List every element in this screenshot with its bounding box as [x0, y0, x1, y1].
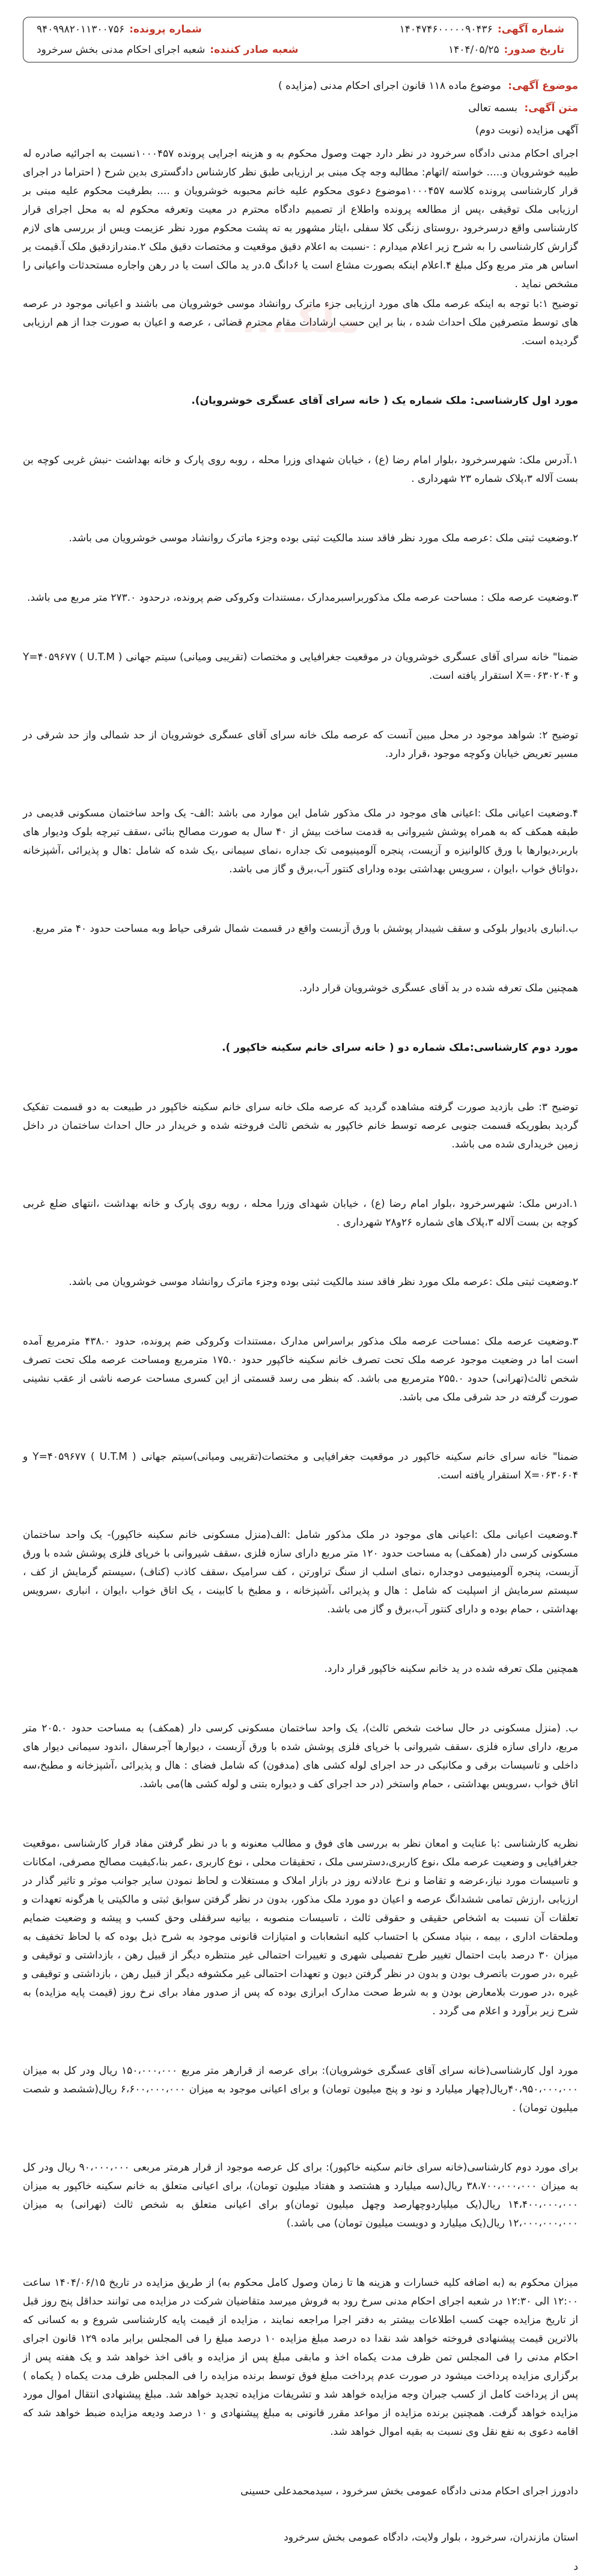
property-2-possession-text: همچنین ملک تعرفه شده در ید خانم سکینه خاکپور قرار دارد.	[324, 1663, 578, 1675]
property-1-coordinates	[23, 648, 578, 685]
signature-text: دادورز اجرای احکام مدنی دادگاه عمومی بخش سرخرود ، سیدمحمدعلی حسینی	[240, 2485, 578, 2497]
valuation-first	[23, 2062, 578, 2118]
issue-date	[448, 44, 564, 56]
issue-date-value: ۱۴۰۴/۰۵/۲۵	[448, 44, 499, 56]
property-2-address-text: ۱.ادرس ملک: شهرسرخرود ،بلوار امام رضا (ع) ، خیابان شهدای وزرا محله ، روبه روی پارک و خانه بهداشت ،انتهای ضلع غربی کوچه بن بست آلاله ۳،پلاک های شماره ۲۶و۲۸ شهرداری .	[23, 1198, 578, 1229]
property-1-barn	[23, 920, 578, 938]
property-1-heading-text: مورد اول کارشناسی: ملک شماره یک ( خانه سرای آقای عسگری خوشرویان).	[191, 395, 578, 407]
header-row-bottom	[37, 44, 564, 56]
valuation-first-text: مورد اول کارشناسی(خانه سرای آقای عسگری خوشرویان): برای عرصه از قرارهر متر مربع ۱۵۰،۰۰۰،۰۰۰ ریال ودر کل به میزان ۴۰،۹۵۰،۰۰۰،۰۰۰ریال(چهار میلیارد و نود و پنج میلیون تومان) و برای اعیانی موجود به میزان ۶،۶۰۰،۰۰۰،۰۰۰ ریال(ششصد و شصت میلیون تومان) .	[23, 2065, 579, 2114]
clarification-1	[23, 295, 578, 351]
intro-paragraph	[23, 145, 578, 294]
property-2-area	[23, 1332, 578, 1407]
notice-title-text: آگهی مزایده (نوبت دوم)	[475, 124, 578, 136]
property-1-building-text: ۴.وضعیت اعیانی ملک :اعیانی های موجود در ملک مذکور شامل این موارد می باشد :الف- یک واحد ساختمان مسکونی قدیمی در طبقه همکف که به همراه پوشش شیروانی به قدمت ساخت بیش از ۴۰ سال به صورت مصالح بنائی ،سقف تیرچه بلوک ودیوار های باربر،دیوارها با ورق کالوانیزه و آزیست، پنجره آلومینیومی تک جداره ،نمای سیمانی ،یک شده که شامل :هال و پذیرائی ،آشپزخانه ،دواتاق خواب ،ایوان ، سرویس بهداشتی بوده ودارای کنتور آب،برق و گاز می باشد.	[23, 807, 578, 875]
property-1-heading	[23, 392, 578, 410]
case-number	[37, 23, 202, 35]
court-address-text: استان مازندران، سرخرود ، بلوار ولایت، دادگاه عمومی بخش سرخرود	[284, 2532, 578, 2544]
clarification-2-text: توضیح ۲: شواهد موجود در محل مبین آنست که عرصه ملک خانه سرای آقای عسگری خوشرویان از حد شمالی واز حد شرقی در مسیر تعریض خیابان وکوچه موجود ،قرار دارد.	[23, 729, 578, 760]
expert-opinion	[23, 1835, 578, 2021]
notice-title	[23, 121, 578, 140]
property-2-heading	[23, 1039, 578, 1057]
issuing-branch-label: شعبه صادر کننده:	[210, 44, 299, 56]
property-2-heading-text: مورد دوم کارشناسی:ملک شماره دو ( خانه سرای خانم سکینه خاکپور ).	[222, 1042, 578, 1054]
header-row-top	[37, 23, 564, 35]
issuing-branch-value: شعبه اجرای احکام مدنی بخش سرخرود	[37, 44, 206, 56]
valuation-second	[23, 2158, 578, 2233]
clarification-1-text: توضیح ۱:با توجه به اینکه عرصه ملک های مورد ارزیابی جزء ماترک روانشاد موسی خوشرویان می باشند و اعیانی موجود در عرصه های توسط متصرفین ملک احداث شده ، بنا بر این حسب ارشادات مقام محترم قضائی ، عرصه و اعیان به صورت جدا از هم ارزیابی گردیده است.	[23, 298, 578, 347]
property-1-possession-text: همچنین ملک تعرفه شده در بد آقای عسگری خوشرویان قرار دارد.	[299, 982, 578, 994]
expert-opinion-text: نظریه کارشناسی :با عنایت و امعان نظر به بررسی های فوق و مطالب معنونه و با در نظر گرفتن مفاد قرار کارشناسی ،موقعیت جغرافیایی و وضعیت عرصه ملک ،نوع کاربری،دسترسی ملک ، تحقیقات محلی ، نوع کاربری ،عمر بنا،کیفیت مصالح مصرفی، امکانات و تاسیسات مورد نیاز،عرضه و تقاضا و نرخ عادلانه روز در بازار املاک و مستغلات و لحاظ نمودن سایر جوانب موثر و تاثیر گذار در ارزیابی ،ارزش تمامی ششدانگ عرصه و اعیان دو مورد ملک مذکور، بدون در نظر گرفتن سوابق ثبتی و مالکیتی یا هرگونه تعهدات و تعلقات آن نسبت به اشخاص حقیقی و حقوقی ثالث ، تاسیسات منصوبه ، بیانیه سرقفلی وحق کسب و پیشه و وضعیت ضمایم وملحقات اداری ، بیمه ، بنیاد مسکن با احتساب کلیه انشعابات و امتیازات قانونی موجود به شرح ذیل بوده که با لحاظ تخفیف به میزان ۳۰ درصد بابت احتمال تغییر طرح تفصیلی شهری و تغییرات احتمالی غیر منتظره دیگر از قبیل رهن ، بازداشتی و توقیفی و غیره ،در صورت باتصرف بودن و بدون در نظر گرفتن دیون و تعهدات احتمالی غیر مکشوفه دیگر از قبیل رهن ، بازداشتی و توقیفی و غیره ،در صورت بلامعارض بودن و به شرط صحت مدارک ابرازی بوده که پس از صدور مفاد برای نرخ روز (قیمت پایه مزایده) به شرح زیر برآورد و اعلام می گردد .	[23, 1838, 578, 2017]
issue-date-label: تاریخ صدور:	[504, 44, 564, 56]
notice-page	[0, 17, 601, 2573]
clarification-2	[23, 726, 578, 764]
property-1-possession	[23, 979, 578, 998]
property-2-area-text: ۳.وضعیت عرصه ملک :مساحت عرصه ملک مذکور براسراس مدارک ،مستندات وکروکی ضم پرونده، حدود ۴۳۸.۰ مترمربع آمده است اما در وضعیت موجود عرصه ملک تحت تصرف خانم سکینه خاکپور حدود ۱۷۵.۰ مترمربع ومساحت عرصه ملک تحت تصرف شخص ثالث(تهرانی) حدود ۲۵۵.۰ مترمربع می باشد. که بنظر می رسد قسمتی از این کسری مساحت عرصه ناشی از عقب نشینی صورت گرفته در حد شرقی ملک می باشد.	[23, 1335, 579, 1403]
auction-terms-text: میزان محکوم به (به اضافه کلیه خسارات و هزینه ها تا زمان وصول کامل محکوم به) از طریق مزایده در تاریخ ۱۴۰۴/۰۶/۱۵ ساعت ۱۲:۰۰ الی ۱۲:۳۰ در شعبه اجرای احکام مدنی سرخ رود به فروش میرسد متقاضیان شرکت در مزایده می توانند حداقل پنج روز قبل از تاریخ مزایده جهت کسب اطلاعات بیشتر به دفتر اجرا مراجعه نمایند ، مزایده از قیمت پایه کارشناسی شروع و به کسانی که بالاترین قیمت پیشنهادی فروخته خواهد شد نقدا ده درصد مبلغ مزایده ۱۰ درصد مبلغ را فی المجلس برابر ماده ۱۲۹ قانون اجرای احکام مدنی را فی المجلس تمن ظرف مدت یکماه اخذ و مابقی مبلغ پس از مزایده و باقی اخذ خواهد شد و یک هفته پس از برگزاری مزایده پرداخت میشود در صورت عدم پرداخت مبلغ فوق توسط برنده مزایده را فی المجلس ظرف مدت یکماه ( یکماه ) پس از پرداخت کامل از کسب جبران وجه مزایده خواهد شد و تشریفات مزایده تجدید خواهد شد. مبلغ پیشنهادی انتقال اموال مورد مزایده خواهد گرفت. همچنین برنده مزایده از مواعد مقرر قانونی به مبلغ پیشنهادی و ۱۰ درصد ودیعه مزایده ضبط خواهد شد که اقامه دعوی به نفع نقل وی نسبت به بقیه اموال خواهد شد.	[23, 2277, 579, 2438]
notice-header	[23, 17, 578, 62]
notice-number	[400, 23, 564, 35]
property-2-coordinates-text: ضمنا" خانه سرای خانم سکینه خاکپور در موقعیت جغرافیایی و مختصات(تقریبی ومیانی)سیتم جهانی ( U.T.M ) Y=۴۰۵۹۶۷۷ و X=۰۶۳۰۶۰۴ استقرار یافته است.	[23, 1451, 578, 1481]
notice-topic	[23, 77, 578, 96]
property-2-building-text: ۴.وضعیت اعیانی ملک :اعیانی های موجود در ملک مذکور شامل :الف(منزل مسکونی خانم سکینه خاکپور)- یک واحد ساختمان مسکونی کرسی دار (همکف) به مساحت حدود ۱۲۰ متر مربع دارای سازه فلزی ،سقف شیروانی با خرپای فلزی پوشش شده با ورق آزبست، پنجره آلومینیومی دوجداره ،نمای اسلب از سنگ تراورتن ، کف سرامیک ،سقف کاذب (کناف) ،سیستم گرمایش از کف ، سیستم سرمایش از اسپلیت که شامل : هال و پذیرائی ،آشپزخانه ، و مطبخ با کابینت ، یک اتاق خواب ،ایوان ، انباری ،سرویس بهداشتی ، حمام بوده و دارای کنتور آب،برق و گاز می باشد.	[23, 1529, 578, 1615]
property-1-barn-text: ب.انباری بادیوار بلوکی و سقف شیبدار پوشش با ورق آزبست واقع در قسمت شمال شرقی حیاط وبه مساحت حدود ۴۰ متر مربع.	[32, 923, 578, 935]
topic-value: موضوع ماده ۱۱۸ قانون اجرای احکام مدنی (مزایده )	[278, 80, 501, 92]
clarification-3	[23, 1098, 578, 1154]
case-number-label: شماره پرونده:	[129, 23, 202, 35]
property-2-deed	[23, 1273, 578, 1292]
court-address	[23, 2529, 578, 2547]
notice-number-value: ۱۴۰۴۷۴۶۰۰۰۰۰۹۰۴۳۶	[399, 23, 493, 35]
property-2-possession	[23, 1660, 578, 1678]
footer-mark	[23, 2558, 578, 2576]
notice-body-header	[23, 99, 578, 118]
clarification-3-text: توضیح ۳: طی بازدید صورت گرفته مشاهده گردید که عرصه ملک خانه سرای خانم سکینه خاکپور در طبیعت به دو قسمت تفکیک گردید بطوریکه قسمت جنوبی عرصه توسط خانم خاکپور به شخص ثالث فروخته شده و خریدار در حال احداث ساختمان در داخل زمین خریداری شده می باشد.	[23, 1101, 578, 1150]
body-label: متن آگهی:	[524, 102, 578, 114]
property-1-address-text: ۱.آدرس ملک: شهرسرخرود ،بلوار امام رضا (ع) ، خیابان شهدای وزرا محله ، روبه روی پارک و خانه بهداشت -نبش غربی کوچه بن بست آلاله ۳،پلاک شماره ۲۳ شهرداری .	[23, 454, 578, 485]
property-1-address	[23, 451, 578, 488]
intro-text: اجرای احکام مدنی دادگاه سرخرود در نظر دارد جهت وصول محکوم به و هزینه اجرایی پرونده ۱۰۰۰۴۵۷نسبت به اجرائیه صادره له طیبه خوشرویان و..... خواسته /اتهام: مطالبه وجه چک مبنی بر ارزیابی طبق نظر کارشناس دادگستری بدین شرح ( احتراما در اجرای قرار کارشناسی پرونده کلاسه ۱۰۰۰۴۵۷موضوع دعوی محکوم علیه خانم محبوبه خوشرویان و .... بطرفیت محکوم علیه مبنی بر ارزیابی ملک توقیفی ،پس از مطالعه پرونده واطلاع از تصمیم دادگاه محترم در معیت وتعرفه محکوم له به محل اجرای قرار کارشناسی واقع درسرخرود ،روستای زنگی کلا سفلی ،ایثار مشهور به ته پشت محکوم مورد نظر عزیمت ویس از بررسی های لازم گزارش کارشناسی را به شرح زیر اعلام میدارم : -نسبت به اعلام دقیق موقعیت و مختصات دقیق ملک ۲.مندرازدقیق ملک آ.قیمت یر اساس هر متر مربع وکل مبلغ ۴.اعلام اینکه بصورت مشاع است یا ۶دانگ ۵.در ید مالک است یا در رهن واجاره مستحدثات واعیانی را مشخص نماید .	[23, 148, 579, 290]
topic-label: موضوع آگهی:	[508, 80, 578, 92]
property-1-area	[23, 589, 578, 607]
property-1-area-text: ۳.وضعیت عرصه ملک : مساحت عرصه ملک مذکوربراسبرمدارک ،مستندات وکروکی ضم پرونده، درحدود ۲۷۳.۰ متر مربع می باشد.	[27, 592, 578, 604]
property-2-coordinates	[23, 1448, 578, 1485]
property-2-deed-text: ۲.وضعیت ثبتی ملک :عرصه ملک مورد نظر فاقد سند مالکیت ثبتی بوده وجزء ماترک روانشاد موسی خوشرویان می باشد.	[69, 1276, 578, 1288]
signature	[23, 2482, 578, 2501]
property-1-building	[23, 804, 578, 879]
watermark-text: ملکـ...	[241, 297, 360, 342]
property-2-third-party-text: ب. (منزل مسکونی در حال ساخت شخص ثالث)، یک واحد ساختمان مسکونی کرسی دار (همکف) به مساحت حدود ۲۰۵.۰ متر مربع، دارای سازه فلزی ،سقف شیروانی با خرپای فلزی پوشش شده با ورق آزبست ، دیوارها آجرسفال ،اندود سیمانی دیوار های داخلی و تاسیسات برقی و مکانیکی در حد اجرای لوله کشی های (مدفون) که شامل فضای : هال و پذیرائی ،آشپزخانه و مطبخ،سه اتاق خواب ،سرویس بهداشتی ، حمام واستخر (در حد اجرای کف و دیواره بتنی و لوله کشی ها)می باشد.	[23, 1722, 578, 1790]
auction-terms	[23, 2274, 578, 2441]
issuing-branch	[37, 44, 298, 56]
footer-mark-text: د	[573, 2561, 578, 2573]
valuation-second-text: برای مورد دوم کارشناسی(خانه سرای خانم سکینه خاکپور): برای کل عرصه موجود از قرار هرمتر مربعی ۹۰،۰۰۰،۰۰۰ ریال ودر کل به میزان ۳۸،۷۰۰،۰۰۰،۰۰۰ ریال(سه میلیارد و هشتصد و هفتاد میلیون تومان)، برای اعیانی متعلق به خانم سکینه خاکپور به میزان ۱۴،۴۰۰،۰۰۰،۰۰۰ ریال(یک میلیاردوچهارصد وچهل میلیون تومان)و برای اعیانی متعلق به شخص ثالث (تهرانی) به میزان ۱۲،۰۰۰،۰۰۰،۰۰۰ ریال(یک میلیارد و دویست میلیون تومان) می باشد.)	[23, 2161, 579, 2229]
body-value: بسمه تعالی	[468, 102, 517, 114]
notice-number-label: شماره آگهی:	[497, 23, 564, 35]
property-2-address	[23, 1195, 578, 1232]
property-2-building	[23, 1526, 578, 1619]
property-2-third-party	[23, 1719, 578, 1794]
property-1-coordinates-text: ضمنا" خانه سرای آقای عسگری خوشرویان در موقعیت جغرافیایی و مختصات (تقریبی ومیانی) سیتم جهانی ( U.T.M ) Y=۴۰۵۹۶۷۷ و X=۰۶۳۰۲۰۴ استقرار یافته است.	[23, 651, 578, 682]
property-1-deed-text: ۲.وضعیت ثبتی ملک :عرصه ملک مورد نظر فاقد سند مالکیت ثبتی بوده وجزء ماترک روانشاد موسی خوشرویان می باشد.	[69, 532, 578, 544]
case-number-value: ۹۴۰۹۹۸۲۰۱۱۳۰۰۷۵۶	[37, 23, 125, 35]
property-1-deed	[23, 529, 578, 548]
